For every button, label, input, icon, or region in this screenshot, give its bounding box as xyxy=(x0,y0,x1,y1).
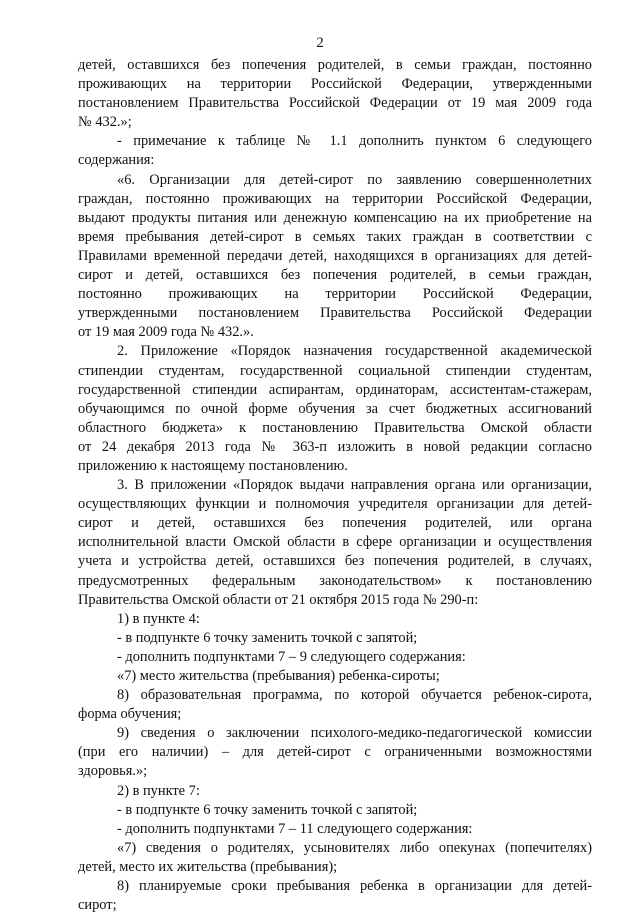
text-line: форма обучения; xyxy=(78,706,182,723)
text-line: 8) образовательная программа, по которой обучается ребенок-сирота, xyxy=(117,687,592,704)
text-line: - в подпункте 6 точку заменить точкой с запятой; xyxy=(117,801,418,818)
text-line: № 432.»; xyxy=(78,114,132,131)
text-line: детей, место их жительства (пребывания); xyxy=(78,858,338,875)
text-line: содержания: xyxy=(78,152,155,169)
text-line: 3. В приложении «Порядок выдачи направления органа или организации, xyxy=(117,477,592,494)
text-line: Правилами временной передачи детей, находящихся в организациях для детей- xyxy=(78,247,592,264)
text-line: - в подпункте 6 точку заменить точкой с запятой; xyxy=(117,629,418,646)
text-line: «6. Организации для детей-сирот по заявлению совершеннолетних xyxy=(117,171,592,188)
text-line: (при его наличии) – для детей-сирот с ограниченными возможностями xyxy=(78,744,592,761)
text-line: - дополнить подпунктами 7 – 9 следующего содержания: xyxy=(117,648,466,665)
text-line: Правительства Омской области от 21 октября 2015 года № 290-п: xyxy=(78,591,479,608)
text-line: утвержденными постановлением Правительства Российской Федерации xyxy=(78,305,592,322)
text-line: 8) планируемые сроки пребывания ребенка в организации для детей- xyxy=(117,878,592,895)
text-line: стипендии студентам, государственной социальной стипендии студентам, xyxy=(78,362,592,379)
text-line: - примечание к таблице № 1.1 дополнить пунктом 6 следующего xyxy=(117,133,592,150)
text-line: проживающих на территории Российской Федерации, утвержденными xyxy=(78,76,592,93)
text-line: постановлением Правительства Российской Федерации от 19 мая 2009 года xyxy=(78,95,592,112)
text-line: от 24 декабря 2013 года № 363-п изложить в новой редакции согласно xyxy=(78,438,592,455)
text-line: граждан, постоянно проживающих на территории Российской Федерации, xyxy=(78,190,592,207)
text-line: сирот и детей, оставшихся без попечения родителей, или органа xyxy=(78,515,592,532)
text-line: областного бюджета» к постановлению Правительства Омской области xyxy=(78,419,592,436)
page-number: 2 xyxy=(316,35,324,51)
text-line: 9) сведения о заключении психолого-медико-педагогической комиссии xyxy=(117,725,592,742)
text-line: учета и устройства детей, оставшихся без попечения родителей, в случаях, xyxy=(78,553,592,570)
text-line: от 19 мая 2009 года № 432.». xyxy=(78,324,254,341)
text-line: постоянно проживающих на территории Российской Федерации, xyxy=(78,286,592,303)
text-line: время пребывания детей-сирот в семьях таких граждан в соответствии с xyxy=(78,228,592,245)
text-line: детей, оставшихся без попечения родителей, в семьи граждан, постоянно xyxy=(78,57,592,73)
text-line: приложению к настоящему постановлению. xyxy=(78,457,348,474)
text-line: «7) место жительства (пребывания) ребенка-сироты; xyxy=(117,668,440,684)
text-line: «7) сведения о родителях, усыновителях либо опекунах (попечителях) xyxy=(117,839,592,856)
text-line: предусмотренных федеральным законодательством» к постановлению xyxy=(78,572,592,589)
text-line: обучающимся по очной форме обучения за счет бюджетных ассигнований xyxy=(78,400,592,417)
text-line: сирот и детей, оставшихся без попечения родителей, в семьи граждан, xyxy=(78,267,592,284)
text-line: - дополнить подпунктами 7 – 11 следующего содержания: xyxy=(117,820,473,837)
text-line: здоровья.»; xyxy=(78,763,148,780)
text-line: выдают продукты питания или денежную компенсацию на их приобретение на xyxy=(78,209,592,226)
text-line: осуществляющих функции и полномочия учредителя организации для детей- xyxy=(78,496,592,513)
document-body xyxy=(78,56,592,915)
text-line: 1) в пункте 4: xyxy=(117,610,200,627)
text-line: исполнительной власти Омской области в сфере организации и осуществления xyxy=(78,534,592,551)
text-line: 2. Приложение «Порядок назначения государственной академической xyxy=(117,343,592,360)
text-line: 2) в пункте 7: xyxy=(117,782,200,799)
text-line: государственной стипендии аспирантам, ординаторам, ассистентам-стажерам, xyxy=(78,381,592,398)
text-line: сирот; xyxy=(78,897,117,914)
